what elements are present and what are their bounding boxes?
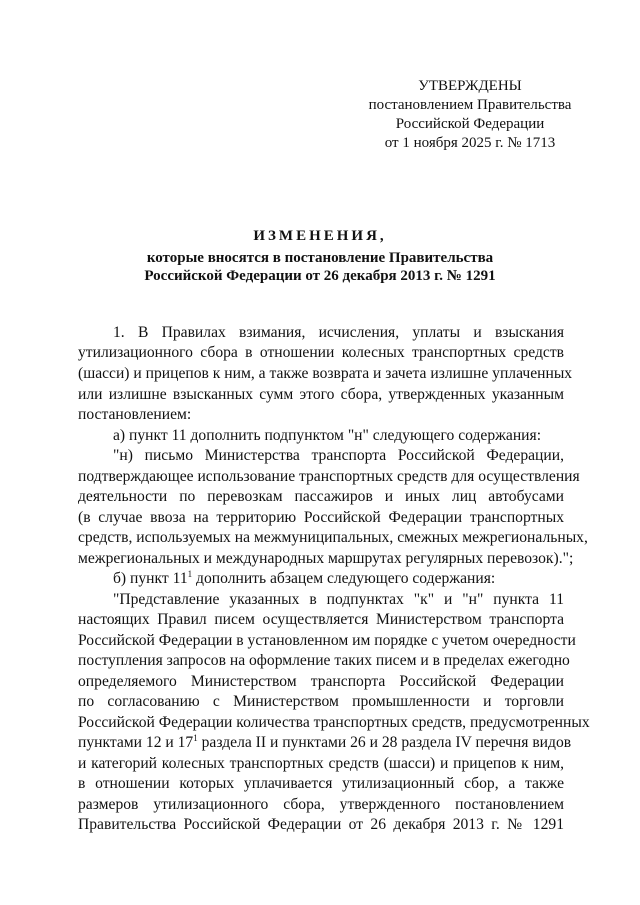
paragraph-line: "н) письмо Министерства транспорта Российской Федерации,	[113, 447, 564, 464]
paragraph-line: настоящих Правил писем осуществляется Министерством транспорта	[78, 611, 564, 628]
text-fragment: б) пункт 11	[113, 570, 188, 587]
paragraph-line: 1. В Правилах взимания, исчисления, уплаты и взыскания	[113, 324, 564, 341]
paragraph-line: размеров утилизационного сбора, утвержденного постановлением	[78, 796, 564, 813]
paragraph-line: Правительства Российской Федерации от 26 декабря 2013 г. № 1291	[78, 816, 564, 833]
paragraph-line: средств, используемых на межмуниципальных, смежных межрегиональных,	[78, 529, 588, 546]
superscript: 1	[187, 569, 193, 579]
paragraph-line: межрегиональных и международных маршрутах регулярных перевозок).";	[78, 550, 574, 567]
paragraph-line: и категорий колесных транспортных средств (шасси) и прицепов к ним,	[78, 755, 564, 772]
paragraph-line: Российской Федерации количества транспортных средств, предусмотренных	[78, 714, 590, 731]
document-subtitle-1: которые вносятся в постановление Правительства	[146, 250, 494, 266]
paragraph-line: (в случае ввоза на территорию Российской Федерации транспортных	[78, 509, 564, 526]
paragraph-line: утилизационного сбора в отношении колесных транспортных средств	[78, 344, 564, 361]
superscript: 1	[193, 733, 198, 743]
paragraph-line: постановлением:	[78, 406, 192, 423]
text-fragment: пунктами 12 и 17	[78, 734, 194, 751]
document-title: ИЗМЕНЕНИЯ,	[253, 228, 387, 244]
paragraph-line: или излишне взысканных сумм этого сбора, утвержденных указанным	[78, 386, 564, 403]
text-fragment: раздела II и пунктами 26 и 28 раздела IV перечня видов	[197, 734, 572, 751]
paragraph-line: подтверждающее использование транспортных средств для осуществления	[78, 468, 580, 485]
paragraph-line: "Представление указанных в подпунктах "к" и "н" пункта 11	[113, 591, 564, 608]
paragraph-line: в отношении которых уплачивается утилизационный сбор, а также	[78, 775, 564, 792]
paragraph-line: деятельности по перевозкам пассажиров и иных лиц автобусами	[78, 488, 564, 505]
document-subtitle-2: Российской Федерации от 26 декабря 2013 г. № 1291	[144, 268, 496, 284]
approval-line-1: постановлением Правительства	[368, 97, 572, 113]
paragraph-line: определяемого Министерством транспорта Российской Федерации	[78, 673, 564, 690]
paragraph-line	[78, 733, 572, 753]
approval-heading: УТВЕРЖДЕНЫ	[418, 78, 522, 94]
paragraph-line: по согласованию с Министерством промышленности и торговли	[78, 693, 564, 710]
paragraph-line: а) пункт 11 дополнить подпунктом "н" следующего содержания:	[113, 427, 542, 444]
paragraph-line: поступления запросов на оформление таких писем и в пределах ежегодно	[78, 652, 570, 669]
paragraph-line	[113, 569, 564, 589]
approval-line-3: от 1 ноября 2025 г. № 1713	[384, 135, 556, 151]
text-fragment: дополнить абзацем следующего содержания:	[192, 570, 496, 587]
paragraph-line: Российской Федерации в установленном им порядке с учетом очередности	[78, 632, 576, 649]
approval-line-2: Российской Федерации	[395, 116, 545, 132]
paragraph-line: (шасси) и прицепов к ним, а также возврата и зачета излишне уплаченных	[78, 365, 573, 382]
